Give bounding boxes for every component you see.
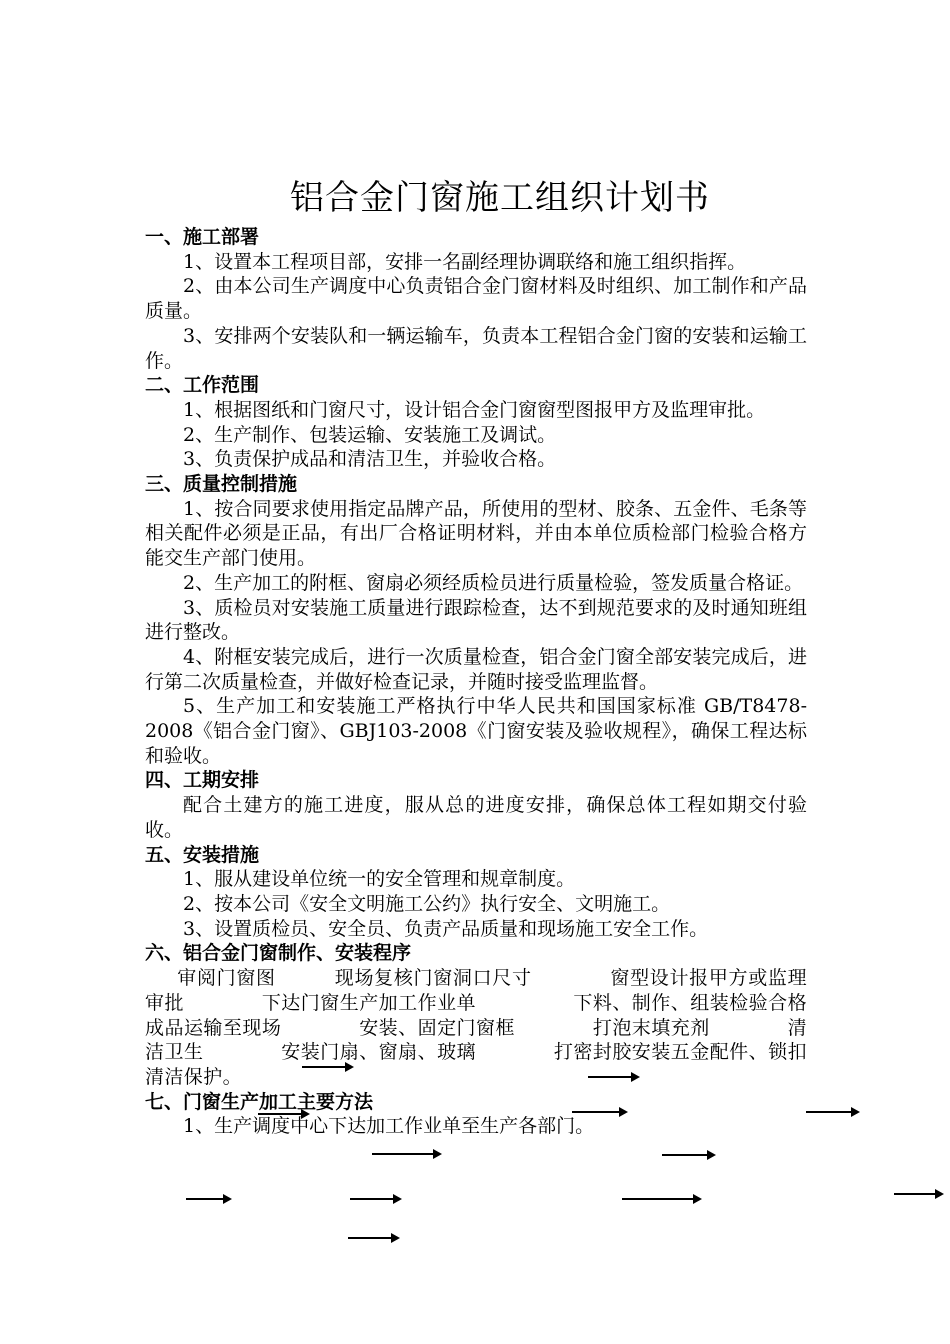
flow-arrow-icon xyxy=(572,1111,626,1113)
paragraph: 4、附框安装完成后，进行一次质量检查，铝合金门窗全部安装完成后，进行第二次质量检查，并做好检查记录，并随时接受监理监督。 xyxy=(145,645,807,693)
paragraph: 1、根据图纸和门窗尺寸，设计铝合金门窗窗型图报甲方及监理审批。 xyxy=(183,398,766,421)
process-flow-paragraph: 审阅门窗图 现场复核门窗洞口尺寸 窗型设计报甲方或监理审批 下达门窗生产加工作业单 下料、制作、组装检验合格成品运输至现场 安装、固定门窗框 打泡末填充剂 清洁卫生 安装门扇、窗扇、玻璃 打密封胶安装五金配件、锁扣 清洁保护。 xyxy=(145,967,866,1088)
flow-arrow-icon xyxy=(258,1113,308,1115)
flow-arrow-icon xyxy=(302,1066,352,1068)
flow-arrow-icon xyxy=(806,1111,858,1113)
section-heading: 六、铝合金门窗制作、安装程序 xyxy=(145,942,412,965)
paragraph: 1、按合同要求使用指定品牌产品，所使用的型材、胶条、五金件、毛条等相关配件必须是正品，有出厂合格证明材料，并由本单位质检部门检验合格方能交生产部门使用。 xyxy=(145,497,807,570)
flow-arrow-icon xyxy=(186,1198,230,1200)
section-heading: 三、质量控制措施 xyxy=(145,473,298,496)
section-heading: 一、施工部署 xyxy=(145,226,260,248)
paragraph: 3、安排两个安装队和一辆运输车，负责本工程铝合金门窗的安装和运输工作。 xyxy=(145,324,807,372)
flow-arrow-icon xyxy=(348,1237,398,1239)
flow-arrow-icon xyxy=(894,1193,942,1195)
flow-arrow-icon xyxy=(588,1076,638,1078)
paragraph: 1、服从建设单位统一的安全管理和规章制度。 xyxy=(183,868,576,891)
section-heading: 二、工作范围 xyxy=(145,374,260,397)
paragraph: 2、按本公司《安全文明施工公约》执行安全、文明施工。 xyxy=(183,892,671,915)
document-body xyxy=(145,225,866,1139)
paragraph: 3、设置质检员、安全员、负责产品质量和现场施工安全工作。 xyxy=(183,917,709,940)
paragraph: 1、设置本工程项目部，安排一名副经理协调联络和施工组织指挥。 xyxy=(183,250,747,273)
flow-arrow-icon xyxy=(372,1153,440,1155)
paragraph: 3、质检员对安装施工质量进行跟踪检查，达不到规范要求的及时通知班组进行整改。 xyxy=(145,596,807,644)
paragraph: 2、由本公司生产调度中心负责铝合金门窗材料及时组织、加工制作和产品质量。 xyxy=(145,275,807,323)
paragraph: 配合土建方的施工进度，服从总的进度安排，确保总体工程如期交付验收。 xyxy=(145,794,807,841)
paragraph: 2、生产制作、包装运输、安装施工及调试。 xyxy=(183,423,557,446)
section-heading: 四、工期安排 xyxy=(145,769,260,792)
section-heading: 七、门窗生产加工主要方法 xyxy=(145,1090,374,1113)
paragraph: 1、生产调度中心下达加工作业单至生产各部门。 xyxy=(183,1115,595,1138)
paragraph: 2、生产加工的附框、窗扇必须经质检员进行质量检验，签发质量合格证。 xyxy=(183,571,804,594)
paragraph: 3、负责保护成品和清洁卫生，并验收合格。 xyxy=(183,448,557,471)
flow-arrow-icon xyxy=(662,1154,714,1156)
document-title: 铝合金门窗施工组织计划书 xyxy=(290,178,710,218)
flow-arrow-icon xyxy=(350,1198,400,1200)
section-heading: 五、安装措施 xyxy=(145,843,260,866)
paragraph: 5、生产加工和安装施工严格执行中华人民共和国国家标准 GB/T8478-2008《铝合金门窗》、GBJ103-2008《门窗安装及验收规程》，确保工程达标和验收。 xyxy=(145,695,807,767)
flow-arrow-icon xyxy=(622,1198,700,1200)
